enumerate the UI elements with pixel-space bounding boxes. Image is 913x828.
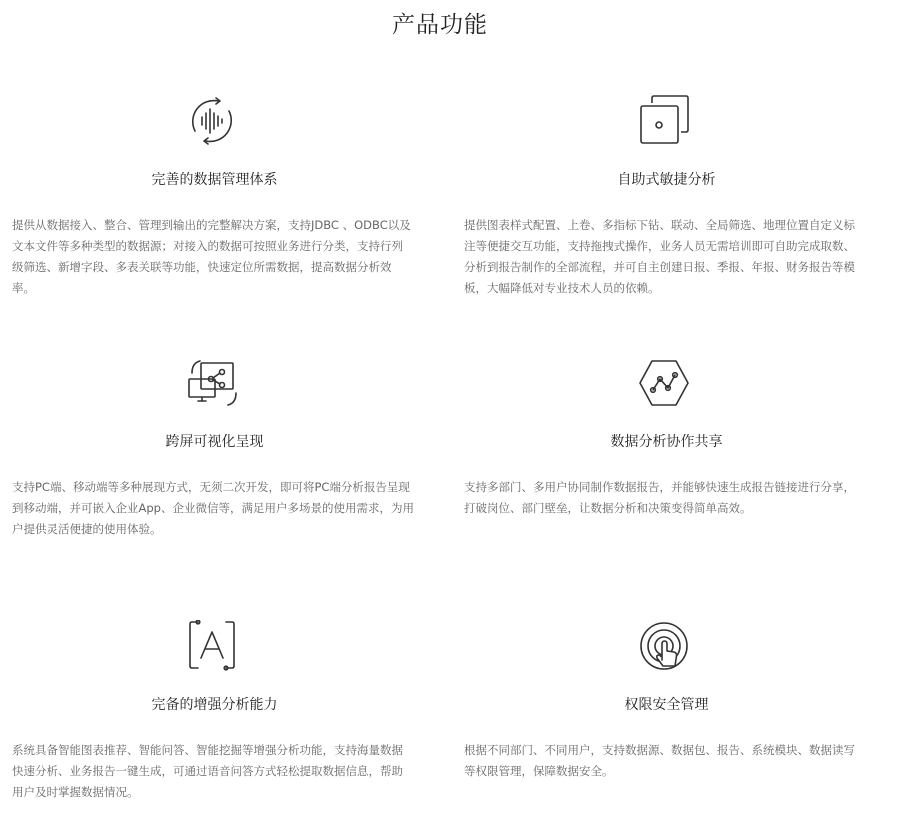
feature-title: 权限安全管理 [624, 697, 709, 713]
feature-description: 支持PC端、移动端等多种展现方式，无须二次开发，即可将PC端分析报告呈现到移动端，并可嵌入企业App、企业微信等，满足用户多场景的使用需求，为用户提供灵活便捷的使用体验。 [12, 480, 414, 536]
feature-description: 支持多部门、多用户协同制作数据报告，并能够快速生成报告链接进行分享，打破岗位、部门壁垒，让数据分析和决策变得简单高效。 [464, 480, 855, 515]
feature-title: 自助式敏捷分析 [617, 172, 716, 188]
feature-description: 提供图表样式配置、上卷、多指标下钻、联动、全局筛选、地理位置自定义标注等便捷交互功能，支持拖拽式操作，业务人员无需培训即可自助完成取数、分析到报告制作的全部流程，并可自主创建日报、季报、年报、财务报告等模板，大幅降低对专业技术人员的依赖。 [464, 218, 855, 295]
feature-description: 提供从数据接入、整合、管理到输出的完整解决方案，支持JDBC 、ODBC以及文本文件等多种类型的数据源；对接入的数据可按照业务进行分类，支持行列级筛选、新增字段、多表关联等功能，快速定位所需数据，提高数据分析效率。 [12, 218, 411, 295]
page-title: 产品功能 [392, 12, 488, 38]
feature-description: 系统具备智能图表推荐、智能问答、智能挖掘等增强分析功能，支持海量数据快速分析、业务报告一键生成，可通过语音问答方式轻松提取数据信息，帮助用户及时掌握数据情况。 [12, 743, 403, 799]
self-service-icon [638, 95, 690, 147]
cross-screen-icon [186, 357, 238, 409]
audio-cycle-icon [186, 95, 238, 147]
feature-title: 跨屏可视化呈现 [165, 434, 264, 450]
hexagon-chart-icon [638, 357, 690, 409]
feature-description: 根据不同部门、不同用户，支持数据源、数据包、报告、系统模块、数据读写等权限管理，保障数据安全。 [464, 743, 855, 778]
touch-permission-icon [638, 620, 690, 672]
ai-enhanced-icon [186, 620, 238, 672]
feature-title: 完备的增强分析能力 [151, 697, 278, 713]
feature-title: 完善的数据管理体系 [151, 172, 278, 188]
feature-title: 数据分析协作共享 [610, 434, 723, 450]
